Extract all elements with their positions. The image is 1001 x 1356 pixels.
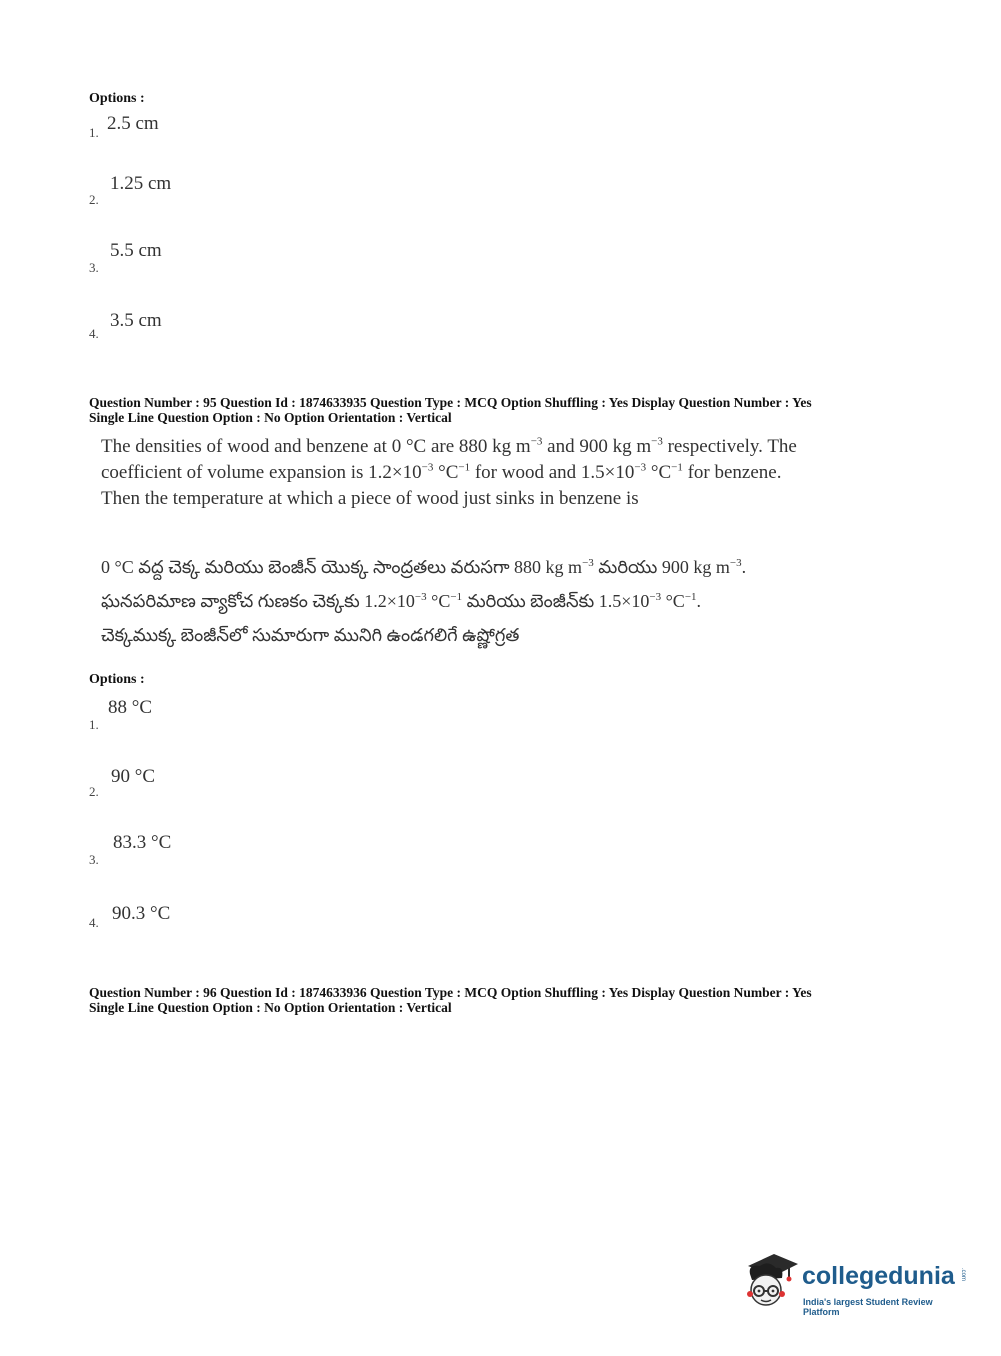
option-value: 2.5 cm <box>107 113 159 134</box>
logo-name: collegedunia <box>802 1262 955 1290</box>
options-label: Options : <box>89 91 145 106</box>
question-line: The densities of wood and benzene at 0 °C are 880 kg $m^{-3}$ and 900 kg $m^{-3}$ respectively. The <box>101 435 797 457</box>
option-value: 90 °C <box>111 766 156 787</box>
options-label: Options : <box>89 672 145 687</box>
option-number: 3. <box>89 260 99 275</box>
question-meta <box>89 985 812 1015</box>
option-value: 3.5 cm <box>110 310 162 331</box>
option-number: 2. <box>89 784 99 799</box>
option-number: 2. <box>89 192 99 207</box>
mascot-icon <box>742 1250 800 1310</box>
question-line: ఘనపరిమాణ వ్యాకోచ గుణకం చెక్కకు $1.2\times 10^{-3}$ $^\circ C^{-1}$ మరియు బెంజీన్‌కు $1.5\times 10^{-3}$ $^\circ C^{-1}$. <box>101 591 702 611</box>
option-value: 88 °C <box>108 697 153 718</box>
question-meta-line: Single Line Question Option : No Option Orientation : Vertical <box>89 410 452 425</box>
question-meta-line: Question Number : 96 Question Id : 1874633936 Question Type : MCQ Option Shuffling : Yes Display Question Number : Yes <box>89 985 812 1000</box>
logo-com: .com <box>960 1268 966 1282</box>
option-number: 1. <box>89 125 99 140</box>
question-meta <box>89 395 812 425</box>
question-meta-line: Question Number : 95 Question Id : 1874633935 Question Type : MCQ Option Shuffling : Yes Display Question Number : Yes <box>89 395 812 410</box>
option-number: 4. <box>89 915 99 930</box>
question-line: చెక్కముక్క బెంజీన్‌లో సుమారుగా మునిగి ఉండగలిగే ఉష్ణోగ్రత <box>101 625 520 645</box>
collegedunia-logo <box>742 1250 967 1320</box>
question-meta-line: Single Line Question Option : No Option Orientation : Vertical <box>89 1000 452 1015</box>
option-number: 1. <box>89 717 99 732</box>
question-line: coefficient of volume expansion is $1.2\times 10^{-3}$ $^\circ C^{-1}$ for wood and $1.5\times 10^{-3}$ $^\circ C^{-1}$ for benzene. <box>101 461 782 483</box>
logo-tagline: India's largest Student Review Platform <box>803 1297 933 1317</box>
question-line: 0 °C వద్ద చెక్క మరియు బెంజీన్ యొక్క సాంద్రతలు వరుసగా 880 kg $m^{-3}$ మరియు 900 kg $m^{-3}$. <box>101 557 747 577</box>
option-value: 5.5 cm <box>110 240 162 261</box>
option-value: 83.3 °C <box>113 832 172 853</box>
option-value: 90.3 °C <box>112 903 171 924</box>
option-value: 1.25 cm <box>110 173 172 194</box>
question-line: Then the temperature at which a piece of wood just sinks in benzene is <box>101 488 639 509</box>
question-text-telugu <box>101 550 746 652</box>
option-number: 3. <box>89 852 99 867</box>
question-text-english <box>101 434 797 512</box>
option-number: 4. <box>89 326 99 341</box>
